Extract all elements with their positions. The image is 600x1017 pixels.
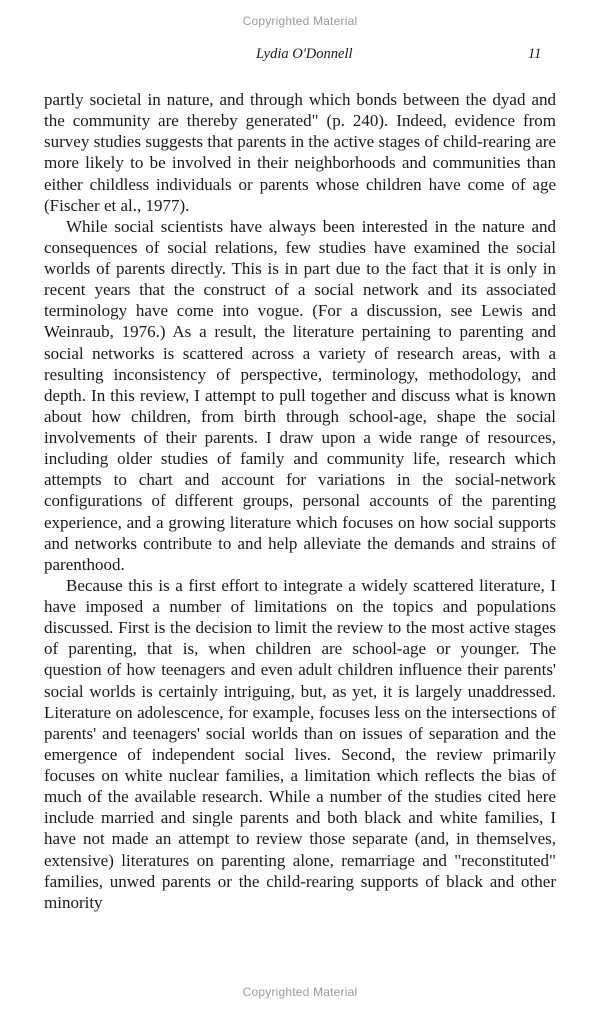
- copyright-watermark-bottom: Copyrighted Material: [242, 985, 358, 999]
- copyright-watermark-top: Copyrighted Material: [242, 14, 358, 28]
- paragraph-social-scientists: While social scientists have always been interested in the nature and consequences of social relations, few studies have examined the social worlds of parents directly. This is in part due to the fact that it is only in recent years that the construct of a social network and its associated terminology have come into vogue. (For a discussion, see Lewis and Weinraub, 1976.) As a result, the literature pertaining to parenting and social networks is scattered across a variety of research areas, with a resulting inconsistency of perspective, terminology, methodology, and depth. In this review, I attempt to pull together and discuss what is known about how children, from birth through school-age, shape the social involvements of their parents. I draw upon a wide range of resources, including older studies of family and community life, research which attempts to chart and account for variations in the social-network configurations of different groups, personal accounts of the parenting experience, and a growing literature which focuses on how social supports and networks contribute to and help alleviate the demands and strains of parenthood.: [44, 216, 556, 574]
- paragraph-limitations: Because this is a first effort to integrate a widely scattered literature, I have imposed a number of limitations on the topics and populations discussed. First is the decision to limit the review to the most active stages of parenting, that is, when children are school-age or younger. The question of how teenagers and even adult children influence their parents' social worlds is certainly intriguing, but, as yet, it is largely unaddressed. Literature on adolescence, for example, focuses less on the intersections of parents' and teenagers' social worlds than on issues of separation and the emergence of independent social lives. Second, the review primarily focuses on white nuclear families, a limitation which reflects the bias of much of the available research. While a number of the studies cited here include married and single parents and both black and white families, I have not made an attempt to review those separate (and, in themselves, extensive) literatures on parenting alone, remarriage and "reconstituted" families, unwed parents or the child-rearing supports of black and other minority: [44, 575, 556, 912]
- running-head-author: Lydia O'Donnell: [256, 46, 353, 62]
- body-text: [44, 89, 556, 913]
- paragraph-continued: partly societal in nature, and through which bonds between the dyad and the community are thereby generated" (p. 240). Indeed, evidence from survey studies suggests that parents in the active stages of child-rearing are more likely to be involved in their neighborhoods and communities than either childless individuals or parents whose children have come of age (Fischer et al., 1977).: [44, 90, 556, 215]
- page-number: 11: [528, 46, 542, 62]
- running-head: [0, 46, 600, 68]
